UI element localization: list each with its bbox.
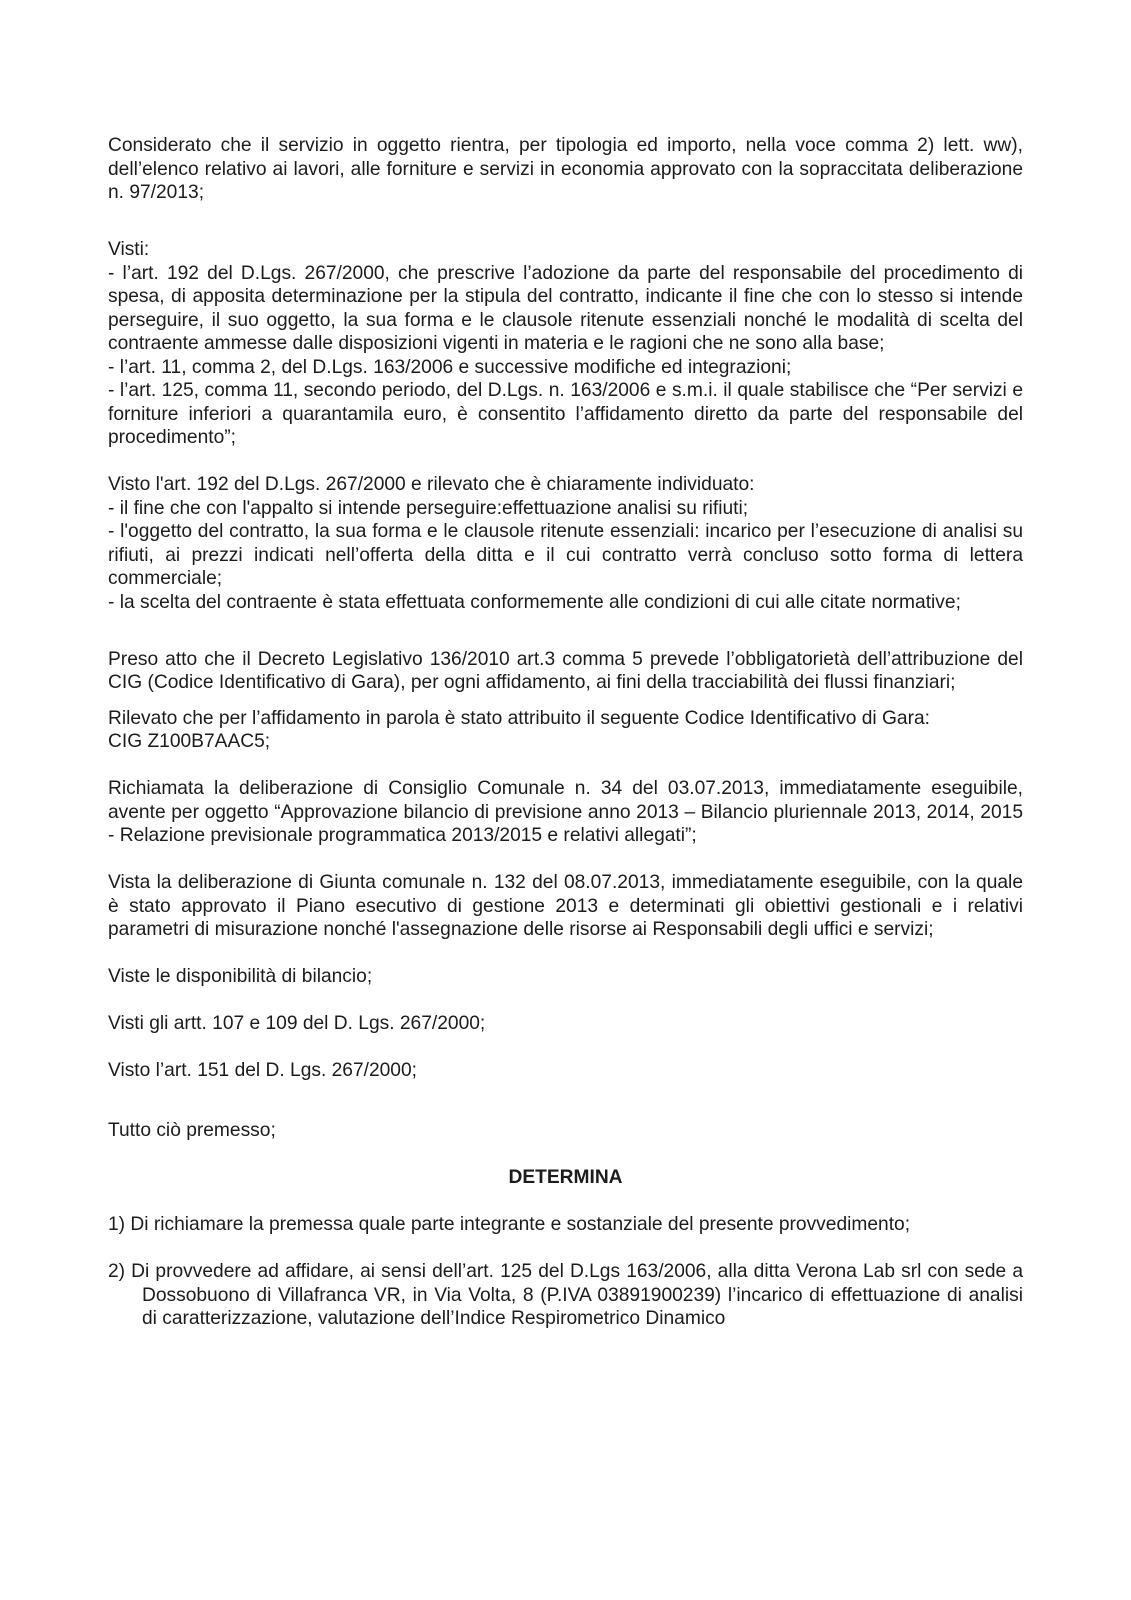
visti-item: - l’art. 11, comma 2, del D.Lgs. 163/2006 e successive modifiche ed integrazioni; [108,356,792,378]
paragraph-rilevato: Rilevato che per l’affidamento in parola è stato attribuito il seguente Codice Identificativo di Gara: [108,707,930,729]
paragraph-vista-giunta: Vista la deliberazione di Giunta comunale n. 132 del 08.07.2013, immediatamente eseguibile, con la quale è stato approvato il Piano esecutivo di gestione 2013 e determinati gli obiettivi gestionali e i relativi parametri di misurazione nonché l'assegnazione delle risorse ai Responsabili degli uffici e servizi; [108,872,1023,940]
visti-item: - l’art. 192 del D.Lgs. 267/2000, che prescrive l’adozione da parte del responsabile del procedimento di spesa, di apposita determinazione per la stipula del contratto, indicante il fine che con lo stesso si intende perseguire, il suo oggetto, la sua forma e le clausole ritenute essenziali nonché le modalità di scelta del contraente ammesse dalle disposizioni vigenti in materia e le ragioni che ne sono alla base; [108,262,1023,354]
paragraph-visto-151: Visto l’art. 151 del D. Lgs. 267/2000; [108,1060,417,1081]
determina-title: DETERMINA [508,1167,623,1188]
paragraph-considerato: Considerato che il servizio in oggetto rientra, per tipologia ed importo, nella voce comma 2) lett. ww), dell’elenco relativo ai lavori, alle forniture e servizi in economia approvato con la sopraccitata deliberazione n. 97/2013; [108,135,1023,203]
visto-192-item: - l'oggetto del contratto, la sua forma e le clausole ritenute essenziali: incarico per l’esecuzione di analisi su rifiuti, ai prezzi indicati nell’offerta della ditta e il cui contratto verrà concluso sotto forma di lettera commerciale; [108,521,1023,589]
determina-item: 2) Di provvedere ad affidare, ai sensi dell’art. 125 del D.Lgs 163/2006, alla ditta Verona Lab srl con sede a Dossobuono di Villafranca VR, in Via Volta, 8 (P.IVA 03891900239) l’incarico di effettuazione di analisi di caratterizzazione, valutazione dell’Indice Respirometrico Dinamico [108,1261,1023,1329]
visto-192-item: - la scelta del contraente è stata effettuata conformemente alle condizioni di cui alle citate normative; [108,591,961,613]
visti-item: - l’art. 125, comma 11, secondo periodo, del D.Lgs. n. 163/2006 e s.m.i. il quale stabilisce che “Per servizi e forniture inferiori a quarantamila euro, è consentito l’affidamento diretto da parte del responsabile del procedimento”; [108,380,1023,448]
paragraph-visti-artt: Visti gli artt. 107 e 109 del D. Lgs. 267/2000; [108,1013,486,1034]
document-page [108,134,1023,1331]
visti-heading: Visti: [108,239,150,260]
visto-192-item: - il fine che con l'appalto si intende perseguire:effettuazione analisi su rifiuti; [108,497,749,519]
determina-item: 1) Di richiamare la premessa quale parte integrante e sostanziale del presente provvedimento; [108,1214,911,1235]
paragraph-viste-disponibilita: Viste le disponibilità di bilancio; [108,966,373,987]
paragraph-tutto: Tutto ciò premesso; [108,1120,276,1141]
paragraph-richiamata: Richiamata la deliberazione di Consiglio Comunale n. 34 del 03.07.2013, immediatamente eseguibile, avente per oggetto “Approvazione bilancio di previsione anno 2013 – Bilancio pluriennale 2013, 2014, 2015 - Relazione previsionale programmatica 2013/2015 e relativi allegati”; [108,778,1023,846]
cig-code: CIG Z100B7AAC5; [108,731,271,752]
paragraph-preso-atto: Preso atto che il Decreto Legislativo 136/2010 art.3 comma 5 prevede l’obbligatorietà dell’attribuzione del CIG (Codice Identificativo di Gara), per ogni affidamento, ai fini della tracciabilità dei flussi finanziari; [108,648,1023,693]
visto-192-heading: Visto l'art. 192 del D.Lgs. 267/2000 e rilevato che è chiaramente individuato: [108,474,755,495]
